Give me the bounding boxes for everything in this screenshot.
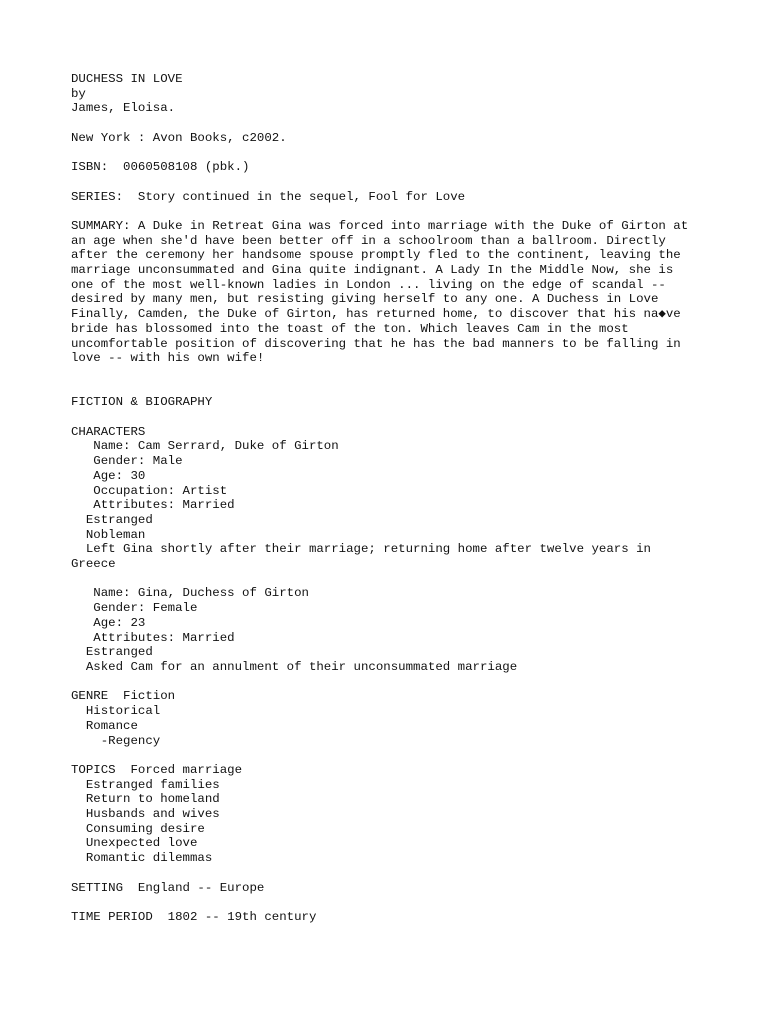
document-line: Gender: Male bbox=[71, 454, 183, 469]
document-line bbox=[71, 748, 731, 763]
book-record-text bbox=[71, 72, 731, 925]
document-line: marriage unconsummated and Gina quite indignant. A Lady In the Middle Now, she is bbox=[71, 263, 674, 278]
document-line: Asked Cam for an annulment of their unconsummated marriage bbox=[71, 660, 518, 674]
document-line: Romance bbox=[71, 718, 138, 733]
document-line: Return to homeland bbox=[71, 792, 220, 807]
document-line: desired by many men, but resisting giving herself to any one. A Duchess in Love bbox=[71, 292, 659, 307]
document-line: Name: Cam Serrard, Duke of Girton bbox=[71, 439, 339, 454]
document-line: SUMMARY: A Duke in Retreat Gina was forced into marriage with the Duke of Girton at bbox=[71, 218, 689, 233]
document-line: DUCHESS IN LOVE bbox=[71, 72, 183, 86]
document-line: Nobleman bbox=[71, 527, 146, 542]
document-line: James, Eloisa. bbox=[71, 101, 176, 116]
document-line bbox=[71, 204, 731, 219]
document-line: Husbands and wives bbox=[71, 807, 220, 821]
document-line: SETTING England -- Europe bbox=[71, 880, 265, 895]
document-line: Occupation: Artist bbox=[71, 483, 228, 498]
document-line bbox=[71, 116, 731, 131]
document-line bbox=[71, 572, 731, 587]
document-line: Romantic dilemmas bbox=[71, 851, 213, 866]
document-line bbox=[71, 366, 731, 381]
document-line bbox=[71, 410, 731, 425]
document-line: ISBN: 0060508108 (pbk.) bbox=[71, 160, 250, 175]
document-line: Gender: Female bbox=[71, 601, 198, 616]
document-line: Historical bbox=[71, 704, 161, 719]
document-line: GENRE Fiction bbox=[71, 689, 176, 704]
document-line: Age: 23 bbox=[71, 615, 146, 630]
document-line: Attributes: Married bbox=[71, 630, 235, 645]
document-line: Left Gina shortly after their marriage; returning home after twelve years in bbox=[71, 542, 651, 557]
document-line: Age: 30 bbox=[71, 468, 146, 483]
document-line bbox=[71, 895, 731, 910]
document-line: -Regency bbox=[71, 733, 161, 748]
document-line: SERIES: Story continued in the sequel, Fool for Love bbox=[71, 189, 466, 204]
document-line: Consuming desire bbox=[71, 821, 205, 836]
document-line: love -- with his own wife! bbox=[71, 351, 265, 366]
document-line: Finally, Camden, the Duke of Girton, has returned home, to discover that his na◆ve bbox=[71, 307, 681, 322]
document-line: New York : Avon Books, c2002. bbox=[71, 130, 287, 145]
document-line bbox=[71, 381, 731, 396]
document-line: bride has blossomed into the toast of the ton. Which leaves Cam in the most bbox=[71, 321, 629, 336]
document-line: one of the most well-known ladies in London ... living on the edge of scandal -- bbox=[71, 277, 666, 292]
document-line: Estranged bbox=[71, 512, 153, 527]
document-line bbox=[71, 866, 731, 881]
document-line: Unexpected love bbox=[71, 836, 198, 851]
document-line: Estranged bbox=[71, 645, 153, 660]
document-line: after the ceremony her handsome spouse promptly fled to the continent, leaving the bbox=[71, 248, 681, 263]
document-line: Estranged families bbox=[71, 777, 220, 792]
document-line bbox=[71, 175, 731, 190]
document-line: Name: Gina, Duchess of Girton bbox=[71, 586, 309, 601]
document-line: an age when she'd have been better off in a schoolroom than a ballroom. Directly bbox=[71, 233, 666, 248]
document-line: CHARACTERS bbox=[71, 424, 146, 439]
document-line: Attributes: Married bbox=[71, 498, 235, 513]
document-line: uncomfortable position of discovering that he has the bad manners to be falling in bbox=[71, 336, 681, 351]
document-line: Greece bbox=[71, 557, 116, 572]
document-line: FICTION & BIOGRAPHY bbox=[71, 395, 213, 410]
document-line: TOPICS Forced marriage bbox=[71, 762, 243, 777]
document-line bbox=[71, 146, 731, 161]
document-line bbox=[71, 675, 731, 690]
document-line: by bbox=[71, 86, 86, 101]
document-line: TIME PERIOD 1802 -- 19th century bbox=[71, 909, 317, 924]
